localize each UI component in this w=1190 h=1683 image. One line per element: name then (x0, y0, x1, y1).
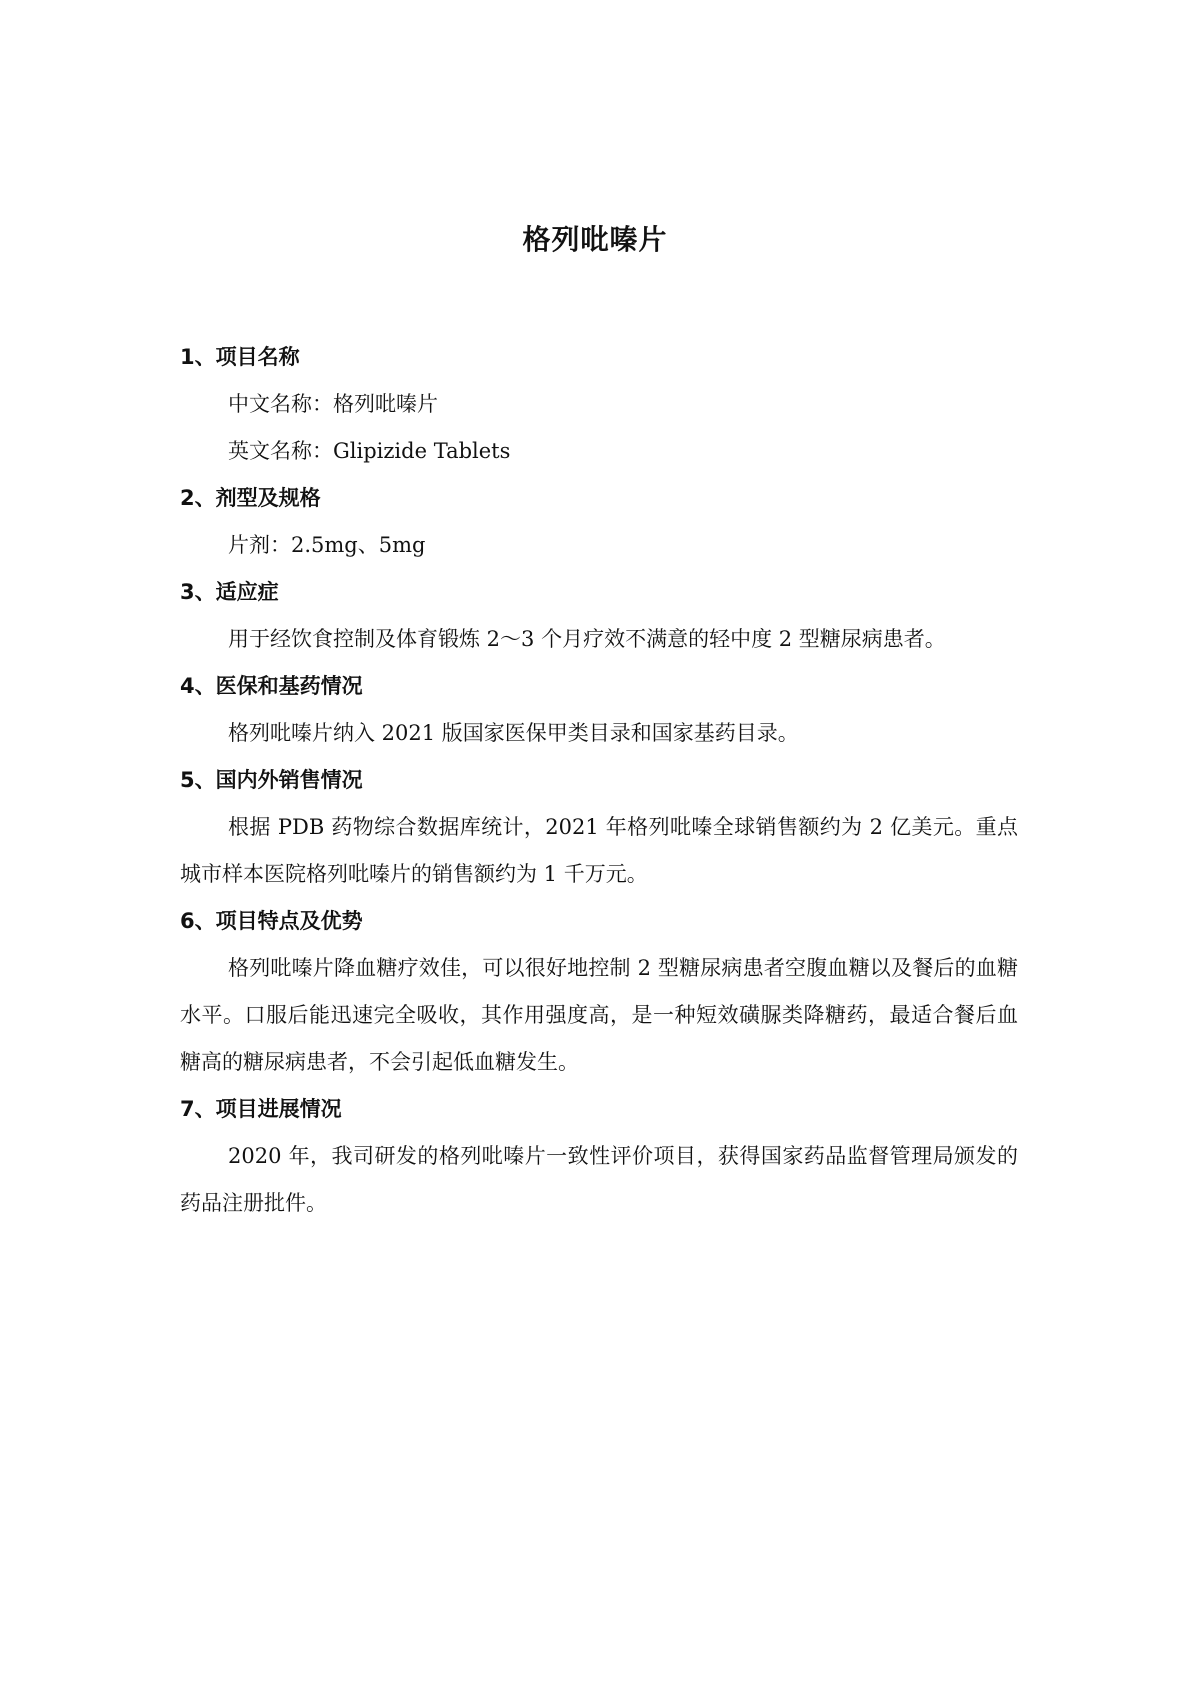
section-heading: 4、医保和基药情况 (180, 674, 363, 698)
features-paragraph: 格列吡嗪片降血糖疗效佳，可以很好地控制 2 型糖尿病患者空腹血糖以及餐后的血糖水平。口服后能迅速完全吸收，其作用强度高，是一种短效磺脲类降糖药，最适合餐后血糖高的糖尿病患者，不会引起低血糖发生。 (180, 956, 1018, 1074)
sales-paragraph: 根据 PDB 药物综合数据库统计，2021 年格列吡嗪全球销售额约为 2 亿美元。重点城市样本医院格列吡嗪片的销售额约为 1 千万元。 (180, 815, 1018, 886)
section-heading: 6、项目特点及优势 (180, 909, 363, 933)
insurance-status-line: 格列吡嗪片纳入 2021 版国家医保甲类目录和国家基药目录。 (228, 721, 799, 745)
section-features (180, 898, 1018, 1086)
document-body (180, 334, 1018, 1227)
section-heading: 7、项目进展情况 (180, 1097, 342, 1121)
indications-line: 用于经饮食控制及体育锻炼 2～3 个月疗效不满意的轻中度 2 型糖尿病患者。 (228, 627, 946, 651)
section-insurance-status (180, 663, 1018, 757)
section-heading: 1、项目名称 (180, 345, 300, 369)
section-dosage-form (180, 475, 1018, 569)
section-heading: 5、国内外销售情况 (180, 768, 363, 792)
section-project-name (180, 334, 1018, 475)
section-progress (180, 1086, 1018, 1227)
section-heading: 3、适应症 (180, 580, 279, 604)
section-sales (180, 757, 1018, 898)
section-heading: 2、剂型及规格 (180, 486, 321, 510)
document-title: 格列吡嗪片 (522, 223, 668, 256)
chinese-name-line: 中文名称：格列吡嗪片 (228, 392, 438, 416)
section-indications (180, 569, 1018, 663)
english-name-line: 英文名称：Glipizide Tablets (228, 439, 511, 463)
dosage-form-line: 片剂：2.5mg、5mg (228, 533, 426, 557)
progress-paragraph: 2020 年，我司研发的格列吡嗪片一致性评价项目，获得国家药品监督管理局颁发的药品注册批件。 (180, 1144, 1018, 1215)
